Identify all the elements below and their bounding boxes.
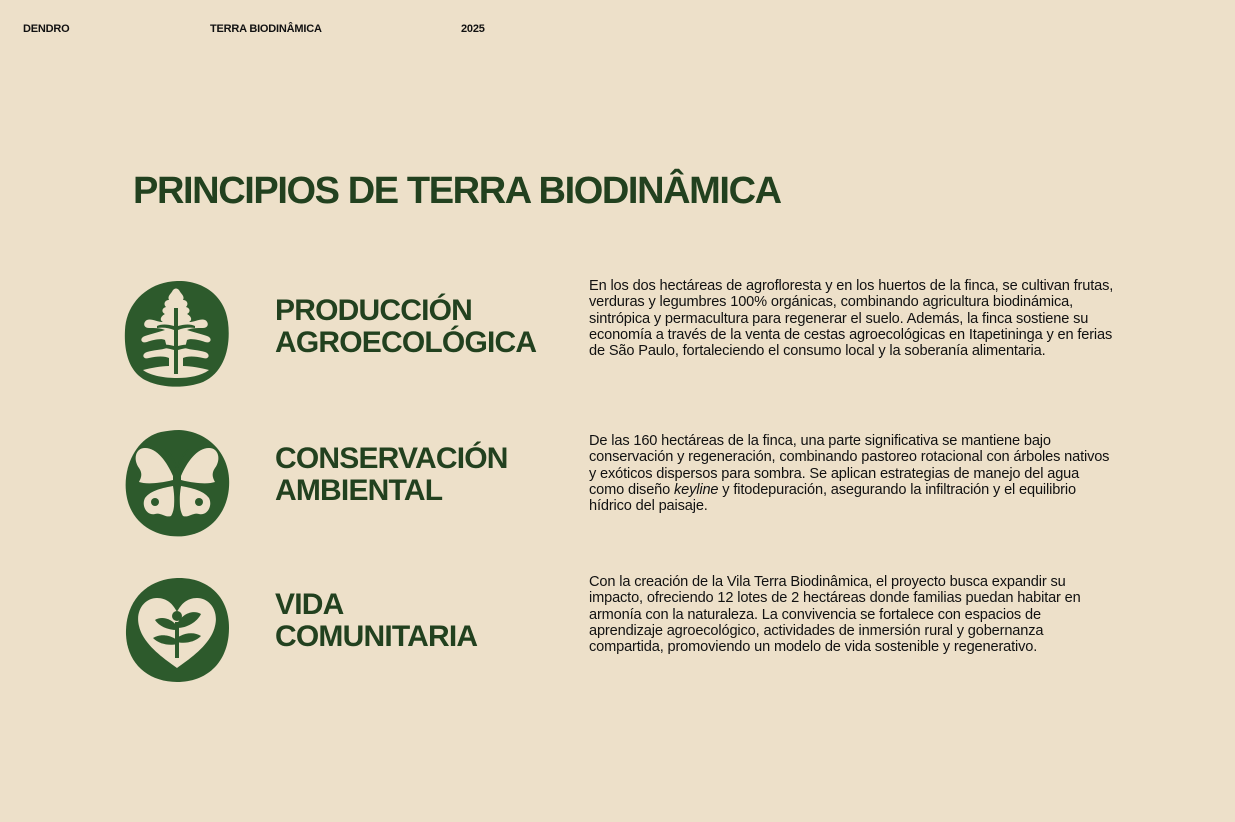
principle-title-line1: VIDA bbox=[275, 588, 344, 621]
page-title: PRINCIPIOS DE TERRA BIODINÂMICA bbox=[133, 170, 781, 212]
header-year: 2025 bbox=[461, 23, 485, 35]
principle-title-line1: CONSERVACIÓN bbox=[275, 442, 508, 475]
page-header bbox=[0, 23, 1235, 37]
header-brand: DENDRO bbox=[23, 23, 70, 35]
description-emphasis: keyline bbox=[674, 481, 719, 498]
description-text: De las 160 hectáreas de la finca, una parte significativa se mantiene bajo conservación y regeneración, combinando pastoreo rotacional con árboles nativos y exóticos dispersos para sombra. Se aplican estrategias de manejo del agua como diseño bbox=[589, 433, 1110, 498]
description-text-end: y fitodepuración, asegurando la infiltración y el equilibrio hídrico del paisaje. bbox=[589, 481, 1076, 515]
header-project: TERRA BIODINÂMICA bbox=[210, 23, 322, 35]
principle-title-line2: COMUNITARIA bbox=[275, 620, 478, 653]
principle-title-line2: AGROECOLÓGICA bbox=[275, 326, 537, 359]
principle-description bbox=[589, 433, 1117, 514]
principle-title bbox=[275, 443, 508, 507]
heart-sprout-icon bbox=[121, 574, 233, 686]
principle-description: En los dos hectáreas de agrofloresta y en los huertos de la finca, se cultivan frutas, verduras y legumbres 100% orgánicas, combinando agricultura biodinámica, sintrópica y permacultura para regenerar el suelo. Además, la finca sostiene su economía a través de la venta de cestas agroecológicas en Itapetininga y en ferias de São Paulo, fortaleciendo el consumo local y la soberanía alimentaria. bbox=[589, 278, 1114, 360]
principle-title bbox=[275, 589, 477, 653]
principle-title bbox=[275, 295, 536, 359]
principle-title-line2: AMBIENTAL bbox=[275, 474, 443, 507]
butterfly-icon bbox=[121, 428, 233, 540]
principle-title-line1: PRODUCCIÓN bbox=[275, 294, 473, 327]
tree-icon bbox=[121, 278, 233, 390]
principle-description: Con la creación de la Vila Terra Biodinâmica, el proyecto busca expandir su impacto, ofreciendo 12 lotes de 2 hectáreas donde familias puedan habitar en armonía con la naturaleza. La convivencia se fortalece con espacios de aprendizaje agroecológico, actividades de inmersión rural y gobernanza compartida, promoviendo un modelo de vida sostenible y regenerativo. bbox=[589, 574, 1081, 656]
